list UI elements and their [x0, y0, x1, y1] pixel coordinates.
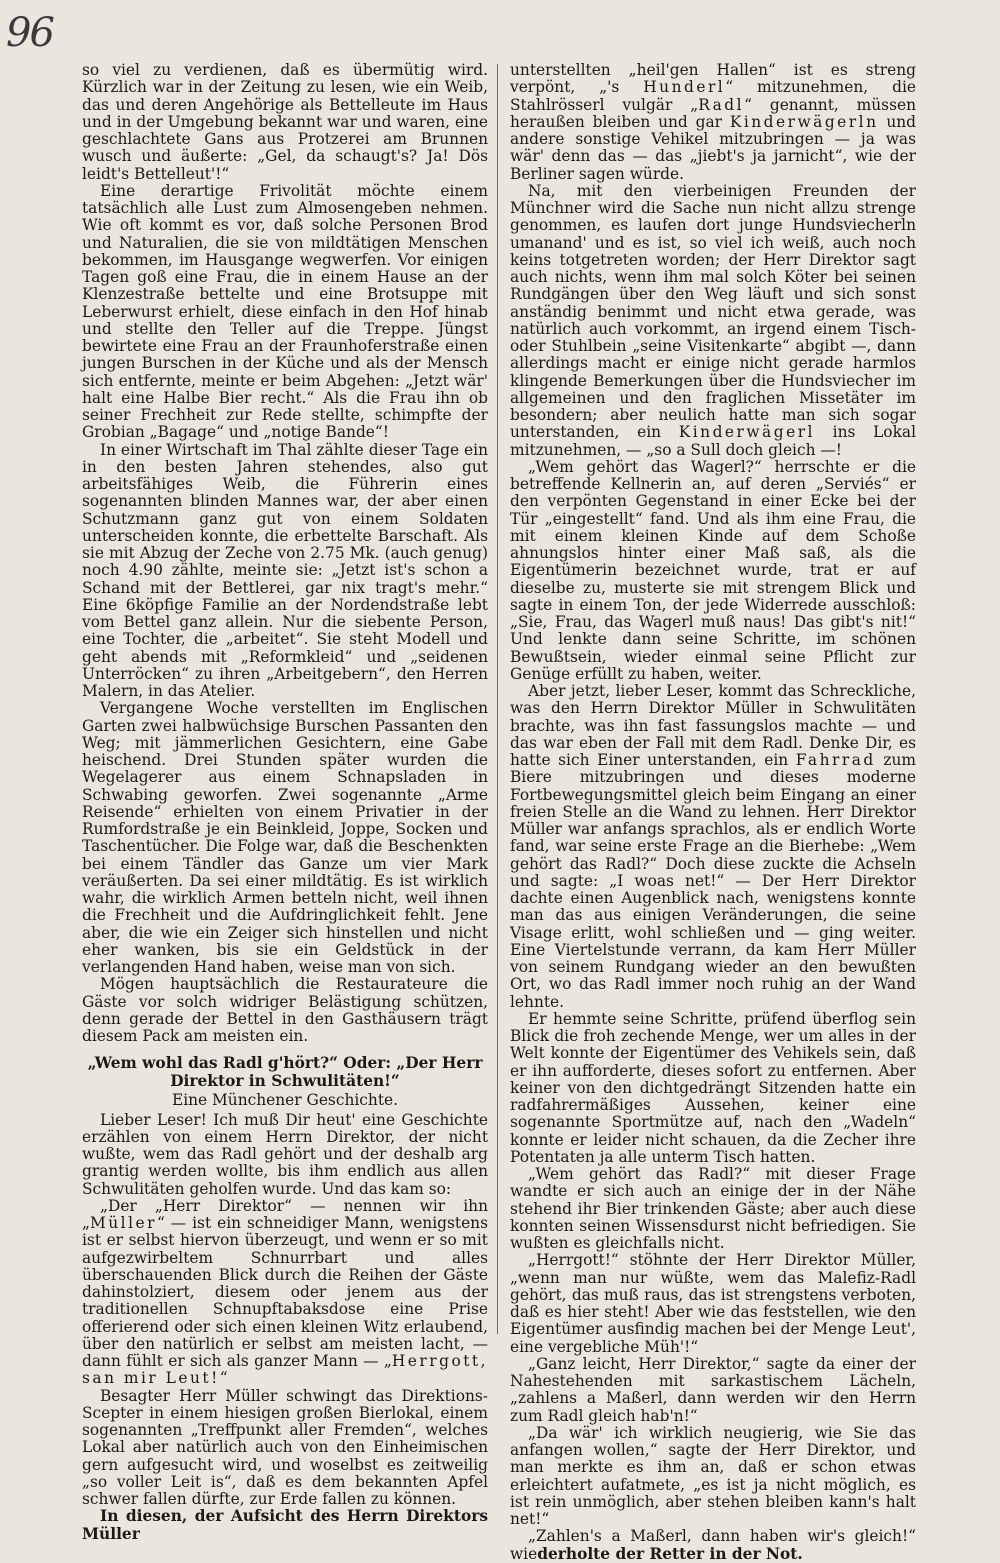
paragraph: „Da wär' ich wirklich neugierig, wie Sie das anfangen wollen,“ sagte der Herr Direktor, und man merkte es ihm an, daß er schon etwas erleichtert aufatmete, „es ist ja nicht möglich, es ist rein unmöglich, aber stehen bleiben kann's halt net!“ [510, 1423, 916, 1528]
page-number: 96 [6, 10, 53, 56]
text-run: “ [219, 1369, 228, 1388]
emphasized-name: Müller [89, 1214, 157, 1232]
text-run: “ — ist ein schneidiger Mann, wenigstens ist er selbst hiervon überzeugt, und wenn er so mit aufgezwirbeltem Schnurrbart und alles überschauenden Blick durch die Reihen der Gäste dahinstolziert, diesem oder jenem aus der traditionellen Schnupftabaksdose eine Prise offerierend oder sich einen kleinen Witz erlaubend, über den natürlich er selbst am meisten lacht, — dann fühlt er sich als ganzer Mann — „ [82, 1214, 488, 1370]
article-title: „Wem wohl das Radl g'hört?“ Oder: „Der Herr Direktor in Schwulitäten!“ [87, 1054, 483, 1091]
emphasized-word: Fahrrad [795, 751, 876, 769]
emphasized-word: Kinderwägerl [678, 423, 815, 442]
text-run: Na, mit den vierbeinigen Freunden der Münchner wird die Sache nun nicht allzu strenge genommen, es laufen dort junge Hundsviecherln umanand' und es ist, so viel ich weiß, auch noch keins totgetreten worden; der Herr Direktor sagt auch nichts, wenn ihm mal solch Köter bei seinen Rundgängen über den Weg läuft und sich sonst anständig benimmt und nicht etwa gerade, was natürlich auch vorkommt, an irgend einem Tisch- oder Stuhlbein „seine Visitenkarte“ abgibt —, dann allerdings macht er einige nicht gerade harmlos klingende Bemerkungen über die Hundsviecher im allgemeinen und den fraglichen Missetäter im besondern; aber neulich hatte man sich sogar unterstanden, ein [510, 181, 916, 442]
text-run: unterstellten „heil'gen Hallen“ ist es streng verpönt, „'s [510, 61, 916, 97]
paragraph: In einer Wirtschaft im Thal zählte dieser Tage ein in den besten Jahren stehendes, also gut arbeitsfähiges Weib, die Führerin eines sogenannten blinden Mannes war, der aber einen Schutzmann ganz gut von einem Soldaten unterscheiden konnte, die erbettelte Barschaft. Als sie mit Abzug der Zeche von 2.75 Mk. (auch genug) noch 4.90 zählte, meinte sie: „Jetzt ist's schon a Schand mit der Bettlerei, gar nix tragt's mehr.“ Eine 6köpfige Familie an der Nordendstraße lebt vom Bettel ganz allein. Nur die siebente Person, eine Tochter, die „arbeitet“. Sie steht Modell und geht abends mit „Reformkleid“ und „seidenen Unterröcken“ zu ihren „Arbeitgebern“, den Herren Malern, in das Atelier. [82, 440, 488, 700]
text-run: ins Lokal mitzunehmen, — „so a Sull doch gleich —! [510, 423, 916, 459]
emphasized-word: Kinderwägerln [729, 112, 879, 131]
text-run: derholte der Retter in der Not. [537, 1544, 803, 1563]
paragraph: so viel zu verdienen, daß es übermütig wird. Kürzlich war in der Zeitung zu lesen, wie ein Weib, das und deren Angehörige als Bettelleute im Haus und in der Umgebung bekannt war und waren, eine geschlachtete Gans aus Protzerei am Brunnen wusch und äußerte: „Gel, da schaugt's? Ja! Dös leidt's Bettelleut'!“ [82, 61, 488, 183]
text-run: “ genannt, müssen heraußen bleiben und gar [510, 95, 916, 131]
paragraph: Er hemmte seine Schritte, prüfend überflog sein Blick die froh zechende Menge, wer um alles in der Welt konnte der Eigentümer des Vehikels sein, daß er ihn aufforderte, dieses sofort zu entfernen. Aber keiner von den dichtgedrängt Sitzenden hatte ein radfahrermäßiges Aussehen, keiner eine sogenannte Sportmütze auf, nach den „Wadeln“ konnte er leider nicht schauen, da die Zecher ihre Potentaten ja alle unterm Tisch hatten. [510, 1009, 916, 1166]
text-run: zum Biere mitzubringen und dieses moderne Fortbewegungsmittel gleich beim Eingang an einer freien Stelle an die Wand zu lehnen. Herr Direktor Müller war anfangs sprachlos, als er endlich Worte fand, war seine erste Frage an die Bierhebe: „Wem gehört das Radl?“ Doch diese zuckte die Achseln und sagte: „I woas net!“ — Der Herr Direktor dachte einen Augenblick nach, wenigstens konnte man das aus einigen Veränderungen, die seine Visage erlitt, wohl schließen und — ging weiter. Eine Viertelstunde verrann, da kam Herr Müller von seinem Rundgang wieder an den bewußten Ort, wo das Radl immer noch ruhig an der Wand lehnte. [510, 751, 916, 1011]
paragraph: Vergangene Woche verstellten im Englischen Garten zwei halbwüchsige Burschen Passanten den Weg; mit jämmerlichen Gesichtern, eine Gabe heischend. Drei Stunden später wurden die Wegelagerer aus einem Schnapsladen in Schwabing geworfen. Zwei sogenannte „Arme Reisende“ erhielten von einem Privatier in der Rumfordstraße je ein Beinkleid, Joppe, Socken und Taschentücher. Die Folge war, daß die Beschenkten bei einem Tändler das Ganze um vier Mark veräußerten. Da sei einer mildtätig. Es ist wirklich wahr, die wirklich Armen betteln nicht, weil ihnen die Frechheit und die Aufdringlichkeit fehlt. Jene aber, die wie ein Zeiger sich hinstellen und nicht eher wanken, bis sie ein Geldstück in der verlangenden Hand haben, weise man von sich. [82, 699, 488, 976]
paragraph: In diesen, der Aufsicht des Herrn Direktors Müller [82, 1507, 488, 1543]
text-run: „Der „Herr Direktor“ — nennen wir ihn „ [82, 1196, 488, 1232]
paragraph [82, 1198, 488, 1388]
paragraph: „Ganz leicht, Herr Direktor,“ sagte da einer der Nahestehenden mit sarkastischem Lächeln, „zahlens a Maßerl, dann werden wir den Herrn zum Radl gleich hab'n!“ [510, 1354, 916, 1425]
text-run: “ mitzunehmen, die Stahlrösserl vulgär „ [510, 78, 917, 114]
paragraph: Mögen hauptsächlich die Restaurateure die Gäste vor solch widriger Belästigung schützen, denn gerade der Bettel in den Gasthäusern trägt diesem Pack am meisten ein. [82, 975, 488, 1045]
paragraph: „Wem gehört das Wagerl?“ herrschte er die betreffende Kellnerin an, auf deren „Serviés“ er den verpönten Gegenstand in einer Ecke bei der Tür „eingestellt“ fand. Und als ihm eine Frau, die mit einem kleinen Kinde auf dem Schoße ahnungslos hinter einer Maß saß, als die Eigentümerin bezeichnet wurde, trat er auf dieselbe zu, musterte sie mit strengem Blick und sagte in einem Ton, der jede Widerrede ausschloß: „Sie, Frau, das Wagerl muß naus! Das gibt's nit!“ Und lenkte dann seine Schritte, im schönen Bewußtsein, wieder einmal seine Pflicht zur Genüge erfüllt zu haben, weiter. [510, 457, 916, 683]
text-run: Aber jetzt, lieber Leser, kommt das Schreckliche, was den Herrn Direktor Müller in Schwulitäten brachte, was ihn fast fassungslos machte — und das war eben der Fall mit dem Radl. Denke Dir, es hatte sich Einer unterstanden, ein [510, 682, 916, 769]
text-run: und andere sonstige Vehikel mitzubringen — ja was wär' denn das — das „jiebt's ja jarnicht“, wie der Berliner sagen würde. [510, 112, 916, 183]
paragraph [510, 1528, 916, 1563]
paragraph [510, 62, 916, 183]
column-divider [497, 64, 498, 1334]
article-subtitle: Eine Münchener Geschichte. [171, 1091, 399, 1110]
left-column [82, 62, 488, 1543]
paragraph: Eine derartige Frivolität möchte einem tatsächlich alle Lust zum Almosengeben nehmen. Wie oft kommt es vor, daß solche Personen Brod und Naturalien, die sie von mildtätigen Menschen bekommen, im Hausgange wegwerfen. Vor einigen Tagen goß eine Frau, die in einem Hause an der Klenzestraße bettelte und eine Brotsuppe mit Leberwurst erhielt, diese einfach in den Hof hinab und stellte den Teller auf die Treppe. Jüngst bewirtete eine Frau an der Fraunhoferstraße einen jungen Burschen in der Küche und als der Mensch sich entfernte, meinte er beim Abgehen: „Jetzt wär' halt eine Halbe Bier recht.“ Als die Frau ihn ob seiner Frechheit zur Rede stellte, schimpfte der Grobian „Bagage“ und „notige Bande“! [82, 181, 488, 442]
text-run: „Zahlen's a Maßerl, dann haben wir's gleich!“ wie [510, 1527, 916, 1563]
paragraph: Besagter Herr Müller schwingt das Direktions-Scepter in einem hiesigen großen Bierlokal, einem sogenannten „Treffpunkt aller Fremden“, welches Lokal aber natürlich auch von den Einheimischen gern aufgesucht wird, und woselbst es zeitweilig „so voller Leit is“, daß es dem bekannten Apfel schwer fallen dürfte, zur Erde fallen zu können. [82, 1386, 488, 1508]
paragraph: „Herrgott!“ stöhnte der Herr Direktor Müller, „wenn man nur wüßte, wem das Malefiz-Radl gehört, das muß raus, das ist strengstens verboten, daß es hier steht! Aber wie das feststellen, wie den Eigentümer ausfindig machen bei der Menge Leut', eine vergebliche Müh'!“ [510, 1251, 916, 1356]
emphasized-word: Radl [698, 95, 745, 114]
paragraph: Lieber Leser! Ich muß Dir heut' eine Geschichte erzählen von einem Herrn Direktor, der nicht wußte, wem das Radl gehört und der deshalb arg grantig werden wollte, bis ihm endlich aus allen Schwulitäten geholfen wurde. Und das kam so: [82, 1110, 488, 1198]
paragraph [510, 183, 916, 459]
emphasized-word: Hunderl [643, 78, 726, 97]
paragraph: „Wem gehört das Radl?“ mit dieser Frage wandte er sich auch an einige der in der Nähe stehend ihr Bier trinkenden Gäste; aber auch diese konnten seinen Wissensdurst nicht befriedigen. Sie wußten es gleichfalls nicht. [510, 1165, 916, 1252]
emphasized-quote: Herrgott, san mir Leut! [82, 1352, 488, 1388]
right-column [510, 62, 916, 1563]
paragraph [510, 683, 916, 1011]
